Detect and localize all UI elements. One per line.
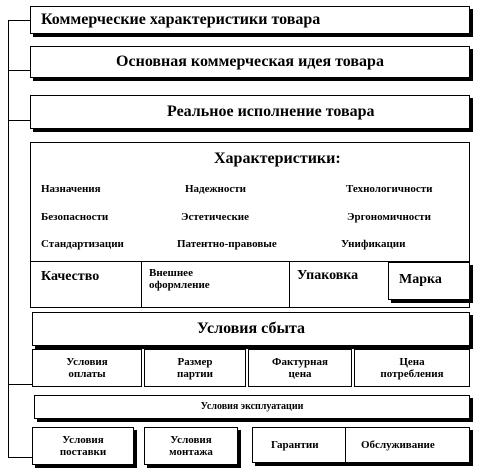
brand-box [388, 262, 470, 300]
installation-conditions-box: Условия монтажа [144, 427, 238, 465]
char-item: Безопасности [41, 211, 109, 223]
char-item: Надежности [185, 183, 246, 195]
packaging-label: Упаковка [297, 268, 359, 283]
guarantees-label: Гарантии [271, 439, 319, 451]
real-execution-label: Реальное исполнение товара [167, 103, 375, 120]
connector-5 [8, 457, 32, 458]
commercial-idea-label: Основная коммерческая идея товара [116, 53, 384, 70]
bottom-separator [345, 428, 346, 462]
sales-item-batch: Размер партии [144, 349, 246, 387]
char-item: Патентно-правовые [177, 238, 277, 250]
part-separator [289, 261, 290, 307]
commercial-characteristics-label: Коммерческие характеристики товара [41, 11, 321, 28]
brand-label: Марка [399, 272, 442, 287]
characteristics-title: Характеристики: [214, 150, 341, 167]
connector-2 [8, 70, 30, 71]
exploitation-box [34, 395, 470, 419]
char-item: Унификации [341, 238, 406, 250]
sales-item-payment: Условия оплаты [32, 349, 142, 387]
char-item: Назначения [41, 183, 101, 195]
commercial-idea-box [30, 46, 470, 78]
char-item: Эргономичности [347, 211, 431, 223]
service-label: Обслуживание [361, 439, 435, 451]
char-item: Эстетические [181, 211, 250, 223]
connector-1 [8, 20, 30, 21]
connector-3 [8, 120, 30, 121]
char-item: Технологичности [346, 183, 433, 195]
real-execution-box [30, 95, 470, 129]
left-bracket-vertical [8, 20, 9, 457]
sales-conditions-title: Условия сбыта [196, 320, 306, 337]
guarantees-service-box [252, 427, 470, 463]
connector-4 [8, 384, 32, 385]
delivery-conditions-box: Условия поставки [32, 427, 134, 465]
commercial-characteristics-box [30, 6, 470, 34]
sales-conditions-box [32, 312, 470, 346]
exploitation-label: Условия эксплуатации [200, 401, 304, 412]
external-design-label: Внешнее оформление [149, 267, 210, 291]
part-separator [141, 261, 142, 307]
sales-item-invoice-price: Фактурная цена [248, 349, 352, 387]
char-item: Стандартизации [41, 238, 124, 250]
quality-label: Качество [41, 269, 100, 284]
sales-item-consumption-price: Цена потребления [354, 349, 470, 387]
